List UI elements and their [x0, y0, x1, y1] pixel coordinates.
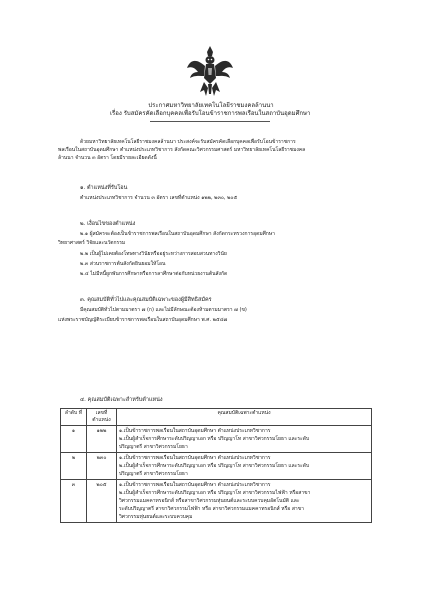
table-header-row	[61, 409, 372, 426]
qualification-table	[60, 408, 372, 523]
header-position-number: เลขที่ ตำแหน่ง	[87, 409, 117, 426]
section-3-heading: ๓. คุณสมบัติทั่วไปและคุณสมบัติเฉพาะของผู้มีสิทธิสมัคร	[80, 297, 212, 303]
qualification-line: ๑.เป็นข้าราชการพลเรือนในสถาบันอุดมศึกษา ตำแหน่งประเภทวิชาการ	[119, 428, 271, 434]
section-2-line: วิทยาศาสตร์ วิจัยและนวัตกรรม	[58, 240, 126, 246]
section-2-line: ๒.๓ ส่วนราชการต้นสังกัดยินยอมให้โอน	[80, 261, 166, 267]
qualification-line: ๒.เป็นผู้สำเร็จการศึกษาระดับปริญญาเอก หรือ ปริญญาโท สาขาวิศวกรรมไฟฟ้า หรือสาขา	[119, 490, 311, 496]
section-2-line: ๒.๒ เป็นผู้ไม่เคยต้องโทษทางวินัยหรืออยู่ระหว่างการสอบสวนทางวินัย	[80, 251, 227, 257]
section-1-heading: ๑. ตำแหน่งที่รับโอน	[80, 185, 128, 191]
table-row	[61, 480, 372, 523]
header-order: ลำดับ ที่	[61, 409, 87, 426]
qualification-line: ปริญญาตรี สาขาวิศวกรรมโยธา	[119, 471, 188, 477]
row-position-number: ๒๐๕	[87, 480, 117, 523]
section-2-line: ๒.๔ ไม่มีหนี้ผูกพันการศึกษาหรือการลาศึกษาต่อกับหน่วยงานต้นสังกัด	[80, 271, 228, 277]
qualification-line: วิศวกรรมแมคคาทรอนิกส์ หรือสาขาวิศวกรรมหุ่นยนต์และระบบควบคุมอัตโนมัติ และ	[119, 498, 300, 504]
row-position-number: ๒๓๐	[87, 453, 117, 480]
document-title: ประกาศมหาวิทยาลัยเทคโนโลยีราชมงคลล้านนา	[148, 102, 274, 109]
section-1-text: ตำแหน่งประเภทวิชาการ จำนวน ๓ อัตรา เลขที่ตำแหน่ง ๑๒๒, ๒๓๐, ๒๐๕	[80, 195, 238, 201]
qualification-line: ปริญญาตรี สาขาวิศวกรรมโยธา	[119, 444, 188, 450]
qualification-line: ๑.เป็นข้าราชการพลเรือนในสถาบันอุดมศึกษา ตำแหน่งประเภทวิชาการ	[119, 455, 271, 461]
row-order: ๑	[61, 426, 87, 453]
table-row	[61, 426, 372, 453]
section-3-line: มีคุณสมบัติทั่วไปตามมาตรา ๗ (ก) และไม่มีลักษณะต้องห้ามตามมาตรา ๗ (ข)	[80, 307, 247, 313]
row-qualifications	[117, 453, 372, 480]
qualification-line: ระดับปริญญาตรี สาขาวิศวกรรมไฟฟ้า หรือ สาขาวิศวกรรมแมคคาทรอนิกส์ หรือ สาขา	[119, 506, 304, 512]
header-divider	[150, 121, 270, 122]
row-position-number: ๑๒๒	[87, 426, 117, 453]
qualification-line: ๒.เป็นผู้สำเร็จการศึกษาระดับปริญญาเอก หรือ ปริญญาโท สาขาวิศวกรรมโยธา และระดับ	[119, 436, 310, 442]
garuda-emblem-icon	[186, 44, 234, 98]
intro-paragraph	[58, 138, 368, 162]
section-2-heading: ๒. เงื่อนไขของตำแหน่ง	[80, 221, 136, 227]
section-4-heading: ๔. คุณสมบัติเฉพาะสำหรับตำแหน่ง	[80, 397, 163, 403]
header-qualifications: คุณสมบัติเฉพาะตำแหน่ง	[117, 409, 372, 426]
table-row	[61, 453, 372, 480]
row-qualifications	[117, 480, 372, 523]
qualification-line: ๑.เป็นข้าราชการพลเรือนในสถาบันอุดมศึกษา ตำแหน่งประเภทวิชาการ	[119, 482, 271, 488]
intro-line: ด้วยมหาวิทยาลัยเทคโนโลยีราชมงคลล้านนา ประสงค์จะรับสมัครคัดเลือกบุคคลเพื่อรับโอนข้าราชการ	[80, 139, 296, 145]
row-qualifications	[117, 426, 372, 453]
document-subject: เรื่อง รับสมัครคัดเลือกบุคคลเพื่อรับโอนข้าราชการพลเรือนในสถาบันอุดมศึกษา	[110, 110, 311, 117]
intro-line: พลเรือนในสถาบันอุดมศึกษา ตำแหน่งประเภทวิชาการ สังกัดคณะวิศวกรรมศาสตร์ มหาวิทยาลัยเทคโนโลยีราชมงคล	[58, 147, 306, 153]
qualification-line: วิศวกรรมหุ่นยนต์และระบบควบคุม	[119, 514, 193, 520]
row-order: ๒	[61, 453, 87, 480]
intro-line: ล้านนา จำนวน ๓ อัตรา โดยมีรายละเอียดดังนี้	[58, 155, 157, 161]
section-3-line: แห่งพระราชบัญญัติระเบียบข้าราชการพลเรือนในสถาบันอุดมศึกษา พ.ศ. ๒๕๔๗	[58, 317, 228, 323]
row-order: ๓	[61, 480, 87, 523]
section-2-line: ๒.๑ ผู้สมัครจะต้องเป็นข้าราชการพลเรือนในสถาบันอุดมศึกษา สังกัดกระทรวงการอุดมศึกษา	[80, 231, 275, 237]
qualification-line: ๒.เป็นผู้สำเร็จการศึกษาระดับปริญญาเอก หรือ ปริญญาโท สาขาวิศวกรรมโยธา และระดับ	[119, 463, 310, 469]
